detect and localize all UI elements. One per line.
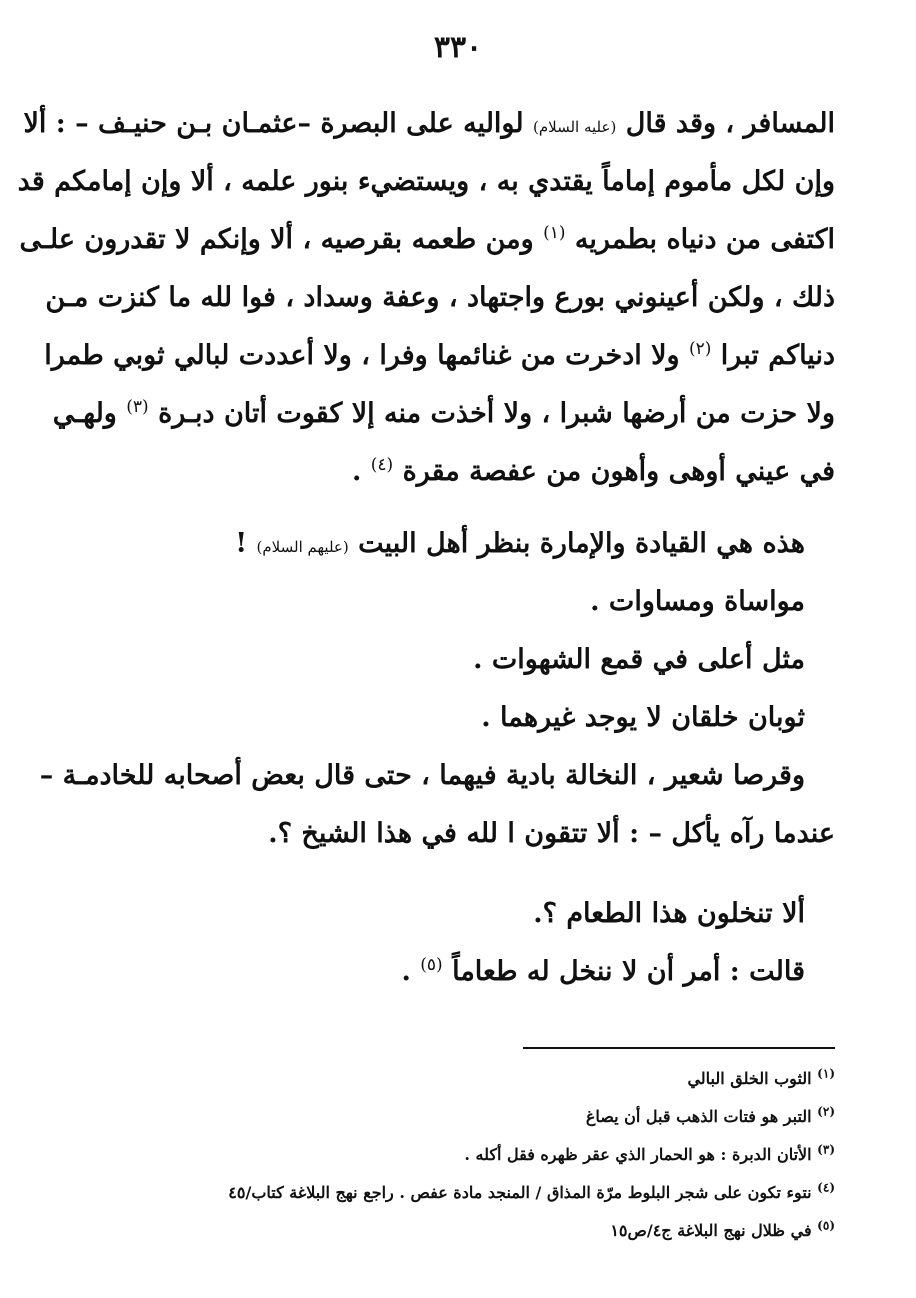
text-run: ولا ادخرت من غنائمها وفرا ، ولا أعددت لبالي ثوبي طمرا [44,340,680,371]
text-line [23,95,835,153]
footnote [150,1060,835,1098]
text-line [78,443,835,501]
footnote [150,1098,835,1136]
footnote-number: (٥) [817,1218,835,1233]
footnote-separator [523,1047,835,1049]
text-run: ولهـي [52,398,117,429]
text-run: . [401,956,411,987]
text-run: لواليه على البصرة –عثمـان بـن حنيـف – : ألا [23,108,524,139]
footnote-ref[interactable]: (١) [543,223,566,243]
text-run: ! [235,528,248,559]
text-line [44,327,835,385]
footnote-ref[interactable]: (٤) [370,455,394,475]
footnote-number: (٣) [817,1142,835,1157]
text-line: ذلك ، ولكن أعينوني بورع واجتهاد ، وعفة وسداد ، فوا لله ما كنزت مـن [45,282,835,313]
footnote-number: (٢) [817,1104,835,1119]
footnote-number: (٤) [817,1180,835,1195]
footnote-number: (١) [817,1066,835,1081]
text-run: هذه هي القيادة والإمارة بنظر أهل البيت [358,528,805,559]
text-run: ومن طعمه بقرصيه ، ألا وإنكم لا تقدرون علـى [19,224,534,255]
paragraph-2 [39,515,835,863]
footnote-text: في ظلال نهج البلاغة ج٤/ص١٥ [610,1221,812,1240]
text-line: مواساة ومساوات . [590,586,805,617]
footnote-text: الثوب الخلق البالي [687,1069,812,1088]
footnote-text: التبر هو فتات الذهب قبل أن يصاغ [585,1107,812,1126]
text-line: وإن لكل مأموم إماماً يقتدي به ، ويستضيء بنور علمه ، ألا وإن إمامكم قد [17,166,835,197]
footnote-ref[interactable]: (٥) [420,955,443,975]
text-run: . [351,456,362,487]
paragraph-1 [17,95,835,501]
text-line [19,211,835,269]
text-run: قالت : أمر أن لا ننخل له طعاماً [452,956,805,987]
footnote [150,1136,835,1174]
text-line: عندما رآه يأكل – : ألا تتقون ا لله في هذا الشيخ ؟. [268,818,835,849]
footnotes [150,1060,835,1250]
honorific: (عليهم السلام) [256,538,349,556]
text-line: ثوبان خلقان لا يوجد غيرهما . [481,702,805,733]
footnote [150,1212,835,1250]
footnote-ref[interactable]: (٣) [126,397,149,417]
honorific: (عليه السلام) [533,118,617,136]
text-run: المسافر ، وقد قال [625,108,835,139]
text-run: اكتفى من دنياه بطمريه [574,224,835,255]
text-run: دنياكم تبرا [720,340,835,371]
footnote-ref[interactable]: (٢) [688,339,712,359]
footnote-text: نتوء تكون على شجر البلوط مرّة المذاق / المنجد مادة عفص . راجع نهج البلاغة كتاب/٤٥ [228,1183,812,1202]
text-line: وقرصا شعير ، النخالة بادية فيهما ، حتى قال بعض أصحابه للخادمـة – [39,760,805,791]
text-line [52,385,835,443]
text-line [78,515,835,573]
paragraph-3 [78,885,835,1001]
text-line: مثل أعلى في قمع الشهوات . [473,644,805,675]
page-number: ٣٣٠ [433,30,483,65]
text-run: في عيني أوهى وأهون من عفصة مقرة [402,456,835,487]
text-run: ولا حزت من أرضها شبرا ، ولا أخذت منه إلا كقوت أتان دبـرة [158,398,835,429]
text-line [78,943,835,1001]
footnote [150,1174,835,1212]
text-line: ألا تنخلون هذا الطعام ؟. [533,898,805,929]
footnote-text: الأتان الدبرة : هو الحمار الذي عقر ظهره فقل أكله . [464,1145,812,1164]
